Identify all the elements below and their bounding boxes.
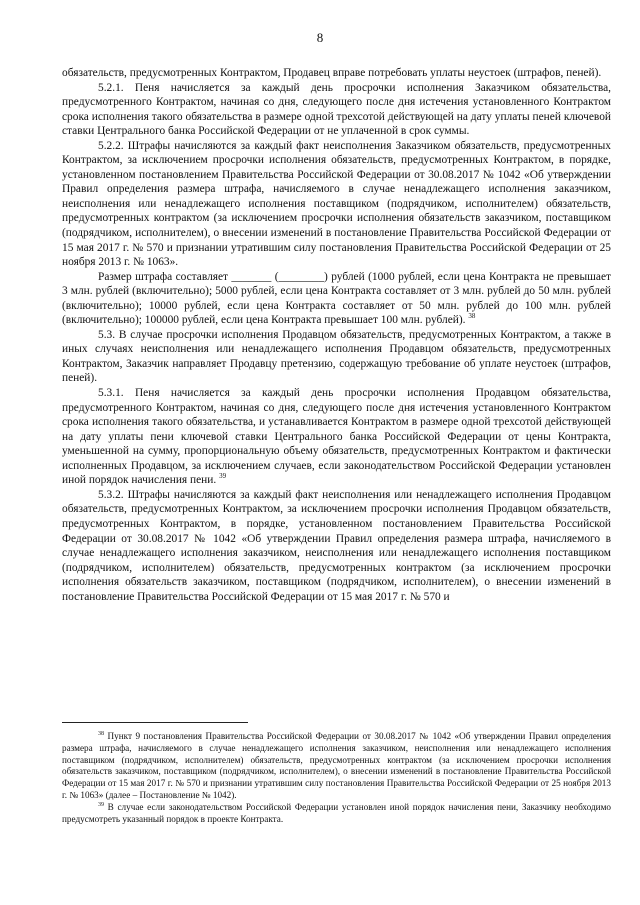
paragraph-5-3-2: 5.3.2. Штрафы начисляются за каждый факт неисполнения или ненадлежащего исполнения Продавцом обязательств, предусмотренных Контрактом, за исключением просрочки исполнения Продавцом обязательств, предусмотренных Контрактом, в порядке, установленном постановлением Правительства Российской Федерации от 30.08.2017 № 1042 «Об утверждении Правил определения размера штрафа, начисляемого в случае ненадлежащего исполнения заказчиком, неисполнения или ненадлежащего исполнения поставщиком (подрядчиком, исполнителем) обязательств, предусмотренных контрактом (за исключением просрочки исполнения обязательств заказчиком, поставщиком (подрядчиком, исполнителем), о внесении изменений в постановление Правительства Российской Федерации от 15 мая 2017 г. № 570 и [62,488,611,603]
paragraph-continuation: обязательств, предусмотренных Контрактом, Продавец вправе потребовать уплаты неустоек (штрафов, пеней). [62,67,602,79]
page-number: 8 [316,30,324,45]
footnote-39 [62,802,611,826]
main-text [62,66,611,604]
footnote-text: В случае если законодательством Российской Федерации установлен иной порядок начисления пени, Заказчику необходимо предусмотреть указанный порядок в проекте Контракта. [62,801,611,824]
footnote-38 [62,731,611,802]
footnotes [62,731,611,825]
footnote-number: 39 [98,801,104,808]
paragraph-5-2-2: 5.2.2. Штрафы начисляются за каждый факт неисполнения Заказчиком обязательств, предусмотренных Контрактом, за исключением просрочки исполнения обязательств, предусмотренных Контрактом, в порядке, установленном постановлением Правительства Российской Федерации от 30.08.2017 № 1042 «Об утверждении Правил определения размера штрафа, начисляемого в случае ненадлежащего исполнения заказчиком, неисполнения или ненадлежащего исполнения поставщиком (подрядчиком, исполнителем) обязательств, предусмотренных контрактом (за исключением просрочки исполнения обязательств заказчиком, поставщиком (подрядчиком, исполнителем), о внесении изменений в постановление Правительства Российской Федерации от 15 мая 2017 г. № 570 и признании утратившим силу постановления Правительства Российской Федерации от 25 ноября 2013 г. № 1063». [62,139,611,269]
footnote-separator [62,722,248,723]
paragraph-penalty-amount-text: Размер штрафа составляет _______ (________) рублей (1000 рублей, если цена Контракта не превышает 3 млн. рублей (включительно); 5000 рублей, если цена Контракта составляет от 3 млн. рублей до 50 млн. рублей (включительно); 10000 рублей, если цена Контракта составляет от 50 млн. рублей до 100 млн. рублей (включительно); 100000 рублей, если цена Контракта превышает 100 млн. рублей). [62,270,611,327]
paragraph-5-3: 5.3. В случае просрочки исполнения Продавцом обязательств, предусмотренных Контрактом, а также в иных случаях неисполнения или ненадлежащего исполнения Продавцом обязательств, предусмотренных Контрактом, Заказчик направляет Продавцу претензию, содержащую требование об уплате неустоек (штрафов, пеней). [62,328,611,385]
paragraph-5-2-1: 5.2.1. Пеня начисляется за каждый день просрочки исполнения Заказчиком обязательства, предусмотренного Контрактом, начиная со дня, следующего после дня истечения установленного Контрактом срока исполнения такого обязательства в размере одной трехсотой действующей на дату уплаты пеней ключевой ставки Центрального банка Российской Федерации от не уплаченной в срок суммы. [62,81,611,138]
footnote-number: 38 [98,730,104,737]
footnote-ref-39: 39 [219,472,227,481]
footnote-ref-38: 38 [468,312,476,321]
footnote-text: Пункт 9 постановления Правительства Российской Федерации от 30.08.2017 № 1042 «Об утверждении Правил определения размера штрафа, начисляемого в случае ненадлежащего исполнения заказчиком, неисполнения или ненадлежащего исполнения поставщиком (подрядчиком, исполнителем) обязательств, предусмотренных контрактом (за исключением просрочки исполнения обязательств заказчиком, поставщиком (подрядчиком, исполнителем), о внесении изменений в постановление Правительства Российской Федерации от 15 мая 2017 г. № 570 и признании утратившим силу постановления Правительства Российской Федерации от 25 ноября 2013 г. № 1063» (далее – Постановление № 1042). [62,731,611,800]
paragraph-5-3-1 [62,386,611,488]
paragraph-5-3-1-text: 5.3.1. Пеня начисляется за каждый день просрочки исполнения Продавцом обязательства, предусмотренного Контрактом, начиная со дня, следующего после дня истечения установленного Контрактом срока исполнения такого обязательства, и устанавливается Контрактом в размере одной трехсотой действующей на дату уплаты пени ключевой ставки Центрального банка Российской Федерации от цены Контракта, уменьшенной на сумму, пропорциональную объему обязательств, предусмотренных Контрактом и фактически исполненных Продавцом, за исключением случаев, если законодательством Российской Федерации установлен иной порядок начисления пени. [62,387,611,487]
paragraph-penalty-amount [62,270,611,328]
